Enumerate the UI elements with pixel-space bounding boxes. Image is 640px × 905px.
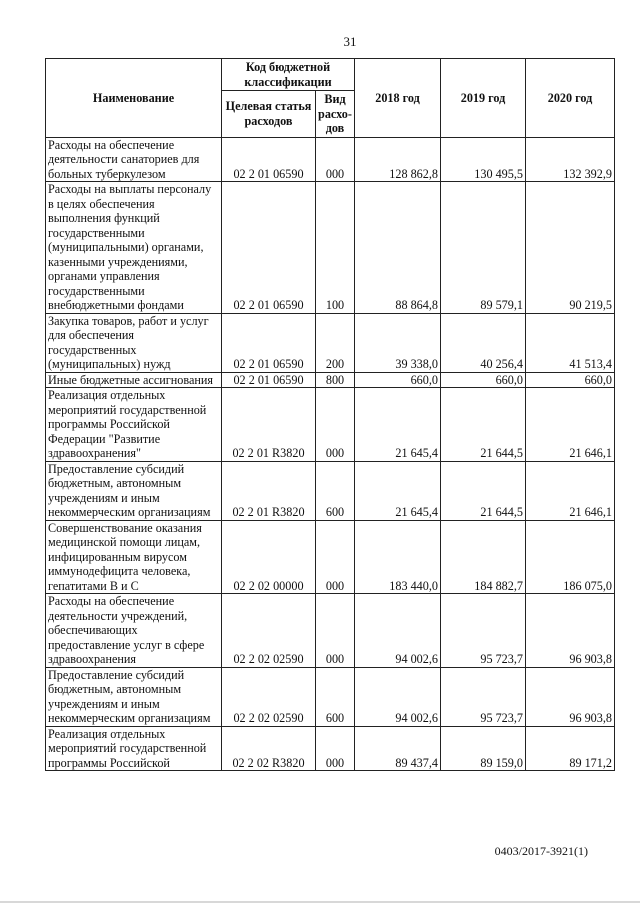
row-2020: 660,0: [526, 372, 615, 388]
row-2019: 660,0: [441, 372, 526, 388]
row-expense-kind: 000: [316, 726, 355, 771]
row-2018: 89 437,4: [355, 726, 441, 771]
table-body: [46, 137, 615, 771]
table-row: [46, 372, 615, 388]
row-expense-kind: 000: [316, 520, 355, 594]
row-name: Предоставление субсидий бюджетным, автономным учреждениям и иным некоммерческим организациям: [46, 667, 222, 726]
row-name: Совершенствование оказания медицинской помощи лицам, инфицированным вирусом иммунодефицита человека, гепатитами В и С: [46, 520, 222, 594]
table-row: [46, 667, 615, 726]
row-2020: 186 075,0: [526, 520, 615, 594]
header-2019: 2019 год: [441, 59, 526, 138]
table-row: [46, 182, 615, 314]
row-expense-kind: 000: [316, 388, 355, 462]
row-2019: 21 644,5: [441, 388, 526, 462]
row-2018: 128 862,8: [355, 137, 441, 182]
row-2018: 183 440,0: [355, 520, 441, 594]
row-target-article: 02 2 02 02590: [222, 667, 316, 726]
row-2020: 96 903,8: [526, 667, 615, 726]
row-2018: 88 864,8: [355, 182, 441, 314]
row-expense-kind: 200: [316, 313, 355, 372]
row-name: Закупка товаров, работ и услуг для обеспечения государственных (муниципальных) нужд: [46, 313, 222, 372]
budget-table: [45, 58, 615, 771]
header-2018: 2018 год: [355, 59, 441, 138]
row-2019: 89 159,0: [441, 726, 526, 771]
document-code: 0403/2017-3921(1): [494, 844, 588, 858]
row-name: Расходы на обеспечение деятельности санаториев для больных туберкулезом: [46, 137, 222, 182]
row-name: Реализация отдельных мероприятий государственной программы Российской: [46, 726, 222, 771]
row-2019: 21 644,5: [441, 461, 526, 520]
header-name: Наименование: [46, 59, 222, 138]
row-2018: 94 002,6: [355, 594, 441, 668]
table-row: [46, 594, 615, 668]
row-expense-kind: 600: [316, 667, 355, 726]
row-2019: 184 882,7: [441, 520, 526, 594]
row-2020: 132 392,9: [526, 137, 615, 182]
row-2018: 660,0: [355, 372, 441, 388]
row-2020: 41 513,4: [526, 313, 615, 372]
table-header: [46, 59, 615, 138]
row-2020: 21 646,1: [526, 461, 615, 520]
row-2019: 89 579,1: [441, 182, 526, 314]
row-target-article: 02 2 01 06590: [222, 372, 316, 388]
page-number: 31: [343, 34, 357, 49]
row-2020: 96 903,8: [526, 594, 615, 668]
row-2018: 94 002,6: [355, 667, 441, 726]
header-2020: 2020 год: [526, 59, 615, 138]
row-2018: 21 645,4: [355, 388, 441, 462]
row-expense-kind: 800: [316, 372, 355, 388]
row-2018: 21 645,4: [355, 461, 441, 520]
row-expense-kind: 600: [316, 461, 355, 520]
row-target-article: 02 2 01 R3820: [222, 461, 316, 520]
row-name: Расходы на выплаты персоналу в целях обеспечения выполнения функций государственными (муниципальными) органами, казенными учреждениями, органами управления государственными внебюджетными фондами: [46, 182, 222, 314]
row-name: Расходы на обеспечение деятельности учреждений, обеспечивающих предоставление услуг в сфере здравоохранения: [46, 594, 222, 668]
header-expense-kind: Вид расхо- дов: [316, 91, 355, 138]
row-2019: 40 256,4: [441, 313, 526, 372]
row-2018: 39 338,0: [355, 313, 441, 372]
table-row: [46, 137, 615, 182]
row-expense-kind: 000: [316, 594, 355, 668]
row-target-article: 02 2 01 06590: [222, 182, 316, 314]
table-row: [46, 520, 615, 594]
row-target-article: 02 2 01 R3820: [222, 388, 316, 462]
table-row: [46, 313, 615, 372]
row-target-article: 02 2 02 02590: [222, 594, 316, 668]
page-edge-divider: [0, 901, 640, 903]
row-name: Иные бюджетные ассигнования: [46, 372, 222, 388]
table-row: [46, 726, 615, 771]
row-2019: 130 495,5: [441, 137, 526, 182]
row-2020: 89 171,2: [526, 726, 615, 771]
row-2020: 90 219,5: [526, 182, 615, 314]
table-row: [46, 388, 615, 462]
header-code-group: Код бюджетной классификации: [222, 59, 355, 91]
table-row: [46, 461, 615, 520]
row-target-article: 02 2 02 00000: [222, 520, 316, 594]
row-name: Реализация отдельных мероприятий государственной программы Российской Федерации "Развитие здравоохранения": [46, 388, 222, 462]
row-2020: 21 646,1: [526, 388, 615, 462]
header-target-article: Целевая статья расходов: [222, 91, 316, 138]
row-2019: 95 723,7: [441, 667, 526, 726]
row-target-article: 02 2 01 06590: [222, 137, 316, 182]
row-name: Предоставление субсидий бюджетным, автономным учреждениям и иным некоммерческим организациям: [46, 461, 222, 520]
row-expense-kind: 000: [316, 137, 355, 182]
row-2019: 95 723,7: [441, 594, 526, 668]
row-expense-kind: 100: [316, 182, 355, 314]
row-target-article: 02 2 02 R3820: [222, 726, 316, 771]
row-target-article: 02 2 01 06590: [222, 313, 316, 372]
